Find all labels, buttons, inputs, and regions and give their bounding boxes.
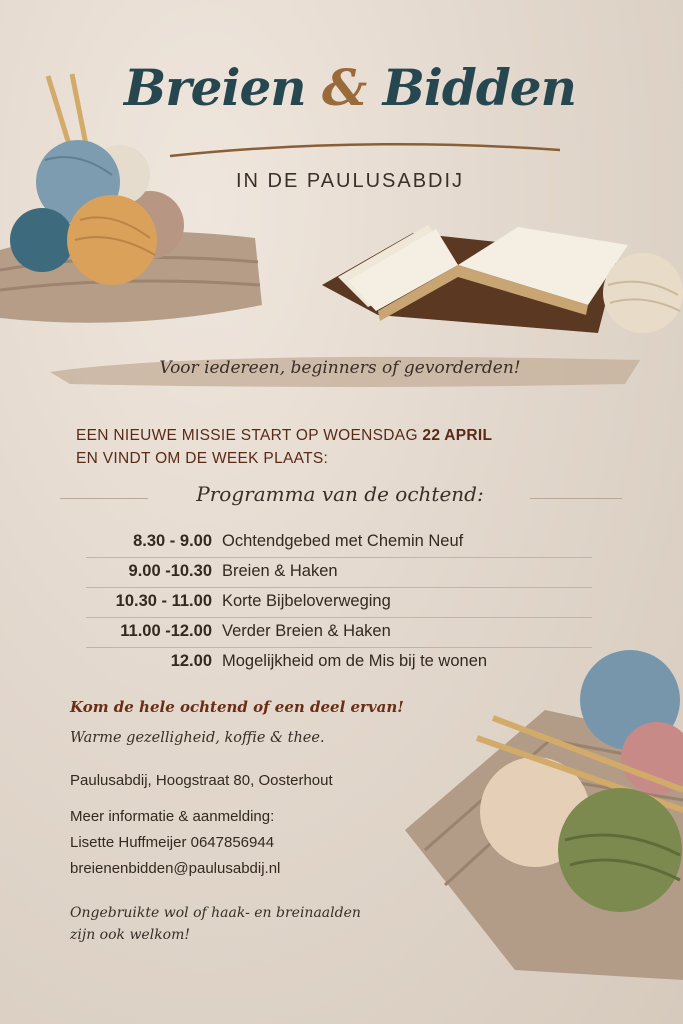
schedule-row [86, 648, 592, 677]
warmth-text: Warme gezelligheid, koffie & thee. [70, 730, 325, 746]
announcement-line-1 [76, 424, 636, 447]
schedule-activity: Korte Bijbeloverweging [222, 592, 391, 610]
schedule-activity: Breien & Haken [222, 562, 338, 580]
contact-heading: Meer informatie & aanmelding: [70, 808, 275, 825]
program-divider-left [60, 498, 148, 499]
schedule-row [86, 588, 592, 618]
tagline: Voor iedereen, beginners of gevorderden! [159, 358, 521, 378]
open-bible-illustration [318, 215, 683, 340]
announcement-date: 22 APRIL [422, 427, 493, 444]
schedule-row [86, 618, 592, 648]
contact-person: Lisette Huffmeijer 0647856944 [70, 834, 275, 851]
schedule-row [86, 558, 592, 588]
announcement-text: EEN NIEUWE MISSIE START OP WOENSDAG [76, 427, 423, 444]
title-word-breien: Breien [124, 58, 306, 117]
schedule-time: 11.00 -12.00 [120, 622, 212, 640]
announcement [76, 424, 636, 470]
address: Paulusabdij, Hoogstraat 80, Oosterhout [70, 772, 333, 789]
program-schedule [86, 528, 592, 677]
schedule-activity: Ochtendgebed met Chemin Neuf [222, 532, 464, 550]
yarn-knitting-illustration [395, 650, 683, 980]
title-word-bidden: Bidden [382, 58, 576, 117]
schedule-time: 9.00 -10.30 [128, 562, 212, 580]
closing-line-1: Ongebruikte wol of haak- en breinaalden [70, 905, 361, 921]
schedule-activity: Mogelijkheid om de Mis bij te wonen [222, 652, 488, 670]
schedule-row [86, 528, 592, 558]
schedule-time: 12.00 [170, 652, 212, 670]
poster-title [110, 58, 590, 117]
title-ampersand: & [322, 58, 367, 117]
announcement-line-2: EN VINDT OM DE WEEK PLAATS: [76, 450, 329, 467]
schedule-activity: Verder Breien & Haken [222, 622, 391, 640]
program-divider-right [530, 498, 622, 499]
poster-subtitle: IN DE PAULUSABDIJ [235, 170, 465, 192]
schedule-time: 10.30 - 11.00 [115, 592, 212, 610]
program-title: Programma van de ochtend: [196, 482, 484, 506]
welcome-text: Kom de hele ochtend of een deel ervan! [70, 698, 404, 716]
title-swash-decoration [170, 140, 560, 162]
closing-line-2: zijn ook welkom! [70, 927, 191, 943]
closing-note [70, 902, 410, 946]
schedule-time: 8.30 - 9.00 [133, 532, 212, 550]
contact-email[interactable]: breienenbidden@paulusabdij.nl [70, 860, 281, 877]
